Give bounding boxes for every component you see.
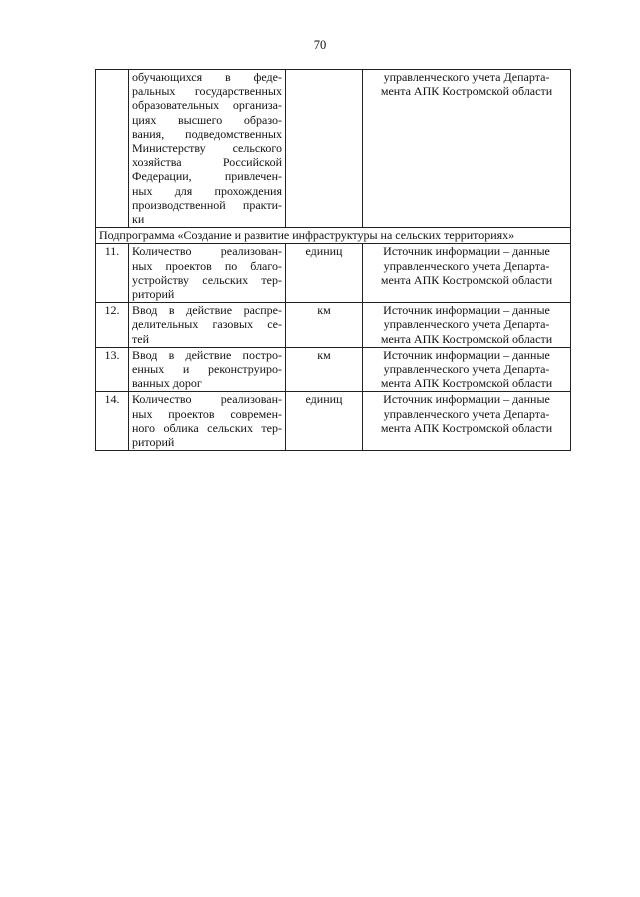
source-line: управленческого учета Департа- [383,317,550,332]
cell-number: 11. [96,244,129,303]
name-line: Ввод в действие распре- [132,303,282,318]
cell-indicator-name [129,70,286,228]
section-title: Подпрограмма «Создание и развитие инфраструктуры на сельских территориях» [96,228,571,244]
name-line: риторий [132,435,175,450]
name-line: ки [132,212,145,227]
source-line: Источник информации – данные [383,392,550,407]
source-line: мента АПК Костромской области [380,84,553,99]
cell-unit: км [286,303,363,348]
name-line: Министерству сельского [132,141,282,156]
table-row [96,392,571,451]
cell-indicator-name [129,244,286,303]
name-line: ного облика сельских тер- [132,420,282,435]
name-line: хозяйства Российской [132,155,282,170]
cell-number: 13. [96,347,129,392]
name-line: образовательных организа- [132,98,282,113]
name-line: устройству сельских тер- [132,272,282,287]
name-line: тей [132,331,149,346]
cell-number: 12. [96,303,129,348]
cell-unit: единиц [286,244,363,303]
source-line: Источник информации – данные [383,244,550,259]
source-line: управленческого учета Департа- [383,70,550,84]
name-line: ных проектов современ- [132,406,282,421]
source-line: мента АПК Костромской области [380,272,553,287]
cell-number: 14. [96,392,129,451]
table-row [96,244,571,303]
source-line: управленческого учета Департа- [383,406,550,421]
cell-source [363,70,571,228]
name-line: производственной практи- [132,197,282,212]
name-line: енных и реконструиро- [132,362,282,377]
name-line: обучающихся в феде- [132,70,282,84]
source-line: управленческого учета Департа- [383,362,550,377]
indicators-table [95,69,571,451]
name-line: ральных государственных [132,84,282,99]
source-line: управленческого учета Департа- [383,258,550,273]
cell-source [363,392,571,451]
name-line: Количество реализован- [132,392,282,407]
cell-unit: единиц [286,392,363,451]
cell-unit: км [286,347,363,392]
source-line: Источник информации – данные [383,303,550,318]
cell-source [363,347,571,392]
cell-source [363,244,571,303]
table-row [96,303,571,348]
name-line: Федерации, привлечен- [132,169,282,184]
cell-indicator-name [129,303,286,348]
table-body [96,70,571,451]
cell-number [96,70,129,228]
cell-source [363,303,571,348]
source-line: Источник информации – данные [383,347,550,362]
page-number: 70 [313,38,327,52]
section-header-row [96,228,571,244]
name-line: делительных газовых се- [132,317,282,332]
name-line: риторий [132,287,175,302]
name-line: циях высшего образо- [132,112,282,127]
table-row [96,347,571,392]
name-line: Ввод в действие постро- [132,347,282,362]
name-line: ных для прохождения [132,183,282,198]
name-line: вания, подведомственных [132,126,282,141]
source-line: мента АПК Костромской области [380,376,553,391]
cell-unit [286,70,363,228]
cell-indicator-name [129,392,286,451]
name-line: Количество реализован- [132,244,282,259]
cell-indicator-name [129,347,286,392]
source-line: мента АПК Костромской области [380,331,553,346]
source-line: мента АПК Костромской области [380,420,553,435]
name-line: ных проектов по благо- [132,258,282,273]
table-row-continuation [96,70,571,228]
name-line: ванных дорог [132,376,202,391]
